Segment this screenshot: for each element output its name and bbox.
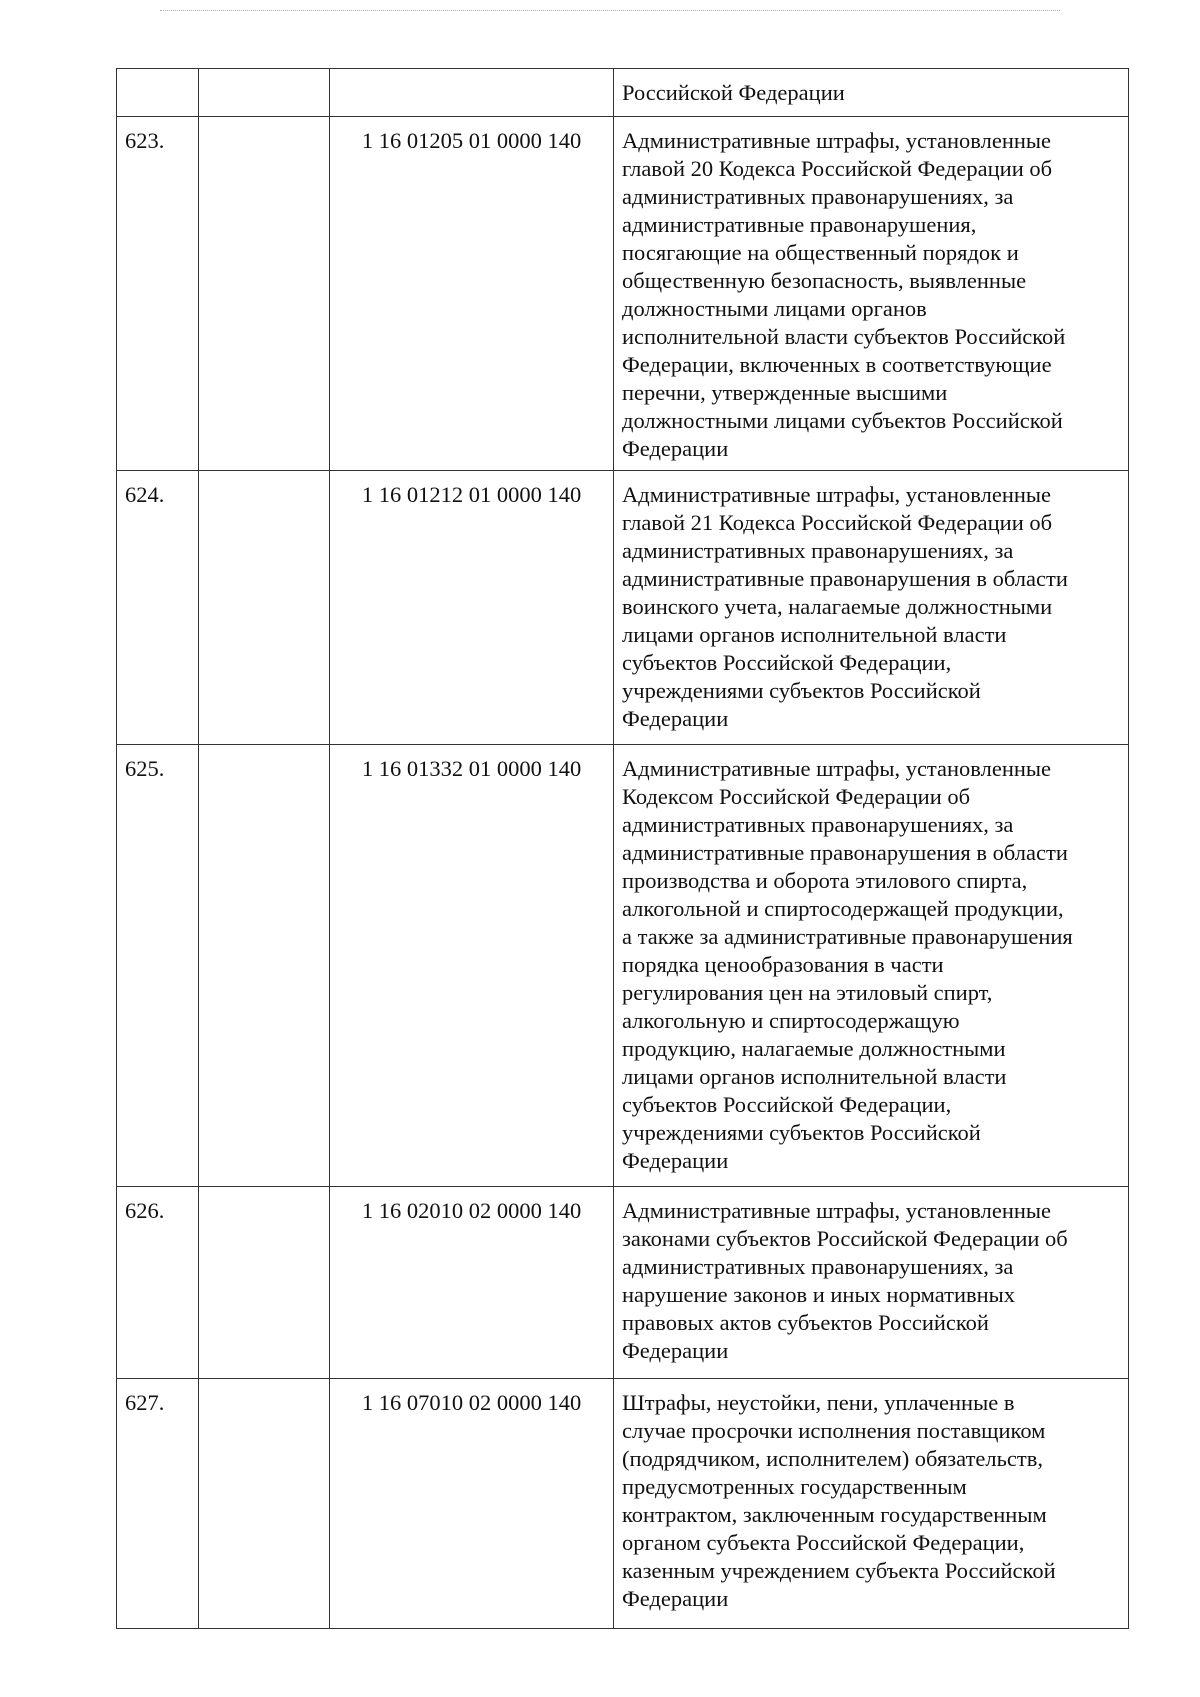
- name-line: случае просрочки исполнения поставщиком: [622, 1418, 1046, 1443]
- name-line: регулирования цен на этиловый спирт,: [622, 980, 993, 1005]
- name-line: посягающие на общественный порядок и: [622, 240, 1019, 265]
- name-line: Федерации: [622, 706, 729, 731]
- income-name-cell: [614, 117, 1129, 471]
- name-line: контрактом, заключенным государственным: [622, 1502, 1047, 1527]
- name-line: административные правонарушения в области: [622, 840, 1068, 865]
- row-number-cell: 624.: [117, 471, 199, 745]
- name-line: Федерации: [622, 1338, 729, 1363]
- administrator-code-cell: [199, 471, 330, 745]
- name-line: Федерации, включенных в соответствующие: [622, 352, 1052, 377]
- income-name-cell: [614, 69, 1129, 117]
- name-line: должностными лицами субъектов Российской: [622, 408, 1063, 433]
- page-top-rule: [160, 10, 1060, 11]
- name-line: учреждениями субъектов Российской: [622, 678, 981, 703]
- name-line: главой 20 Кодекса Российской Федерации об: [622, 156, 1053, 181]
- budget-classification-table: [116, 68, 1129, 1629]
- name-line: (подрядчиком, исполнителем) обязательств,: [622, 1446, 1043, 1471]
- income-name-cell: [614, 1379, 1129, 1629]
- administrator-code-cell: [199, 1187, 330, 1379]
- name-line: Федерации: [622, 1148, 729, 1173]
- table-row: [117, 745, 1129, 1187]
- income-code-cell: 1 16 01332 01 0000 140: [330, 745, 614, 1187]
- administrator-code-cell: [199, 69, 330, 117]
- name-line: административных правонарушениях, за: [622, 184, 1014, 209]
- administrator-code-cell: [199, 1379, 330, 1629]
- name-line: алкогольную и спиртосодержащую: [622, 1008, 960, 1033]
- name-line: исполнительной власти субъектов Российской: [622, 324, 1066, 349]
- name-line: законами субъектов Российской Федерации об: [622, 1226, 1068, 1251]
- administrator-code-cell: [199, 745, 330, 1187]
- name-line: общественную безопасность, выявленные: [622, 268, 1027, 293]
- name-line: Административные штрафы, установленные: [622, 128, 1052, 153]
- name-line: органом субъекта Российской Федерации,: [622, 1530, 1025, 1555]
- name-line: Кодексом Российской Федерации об: [622, 784, 971, 809]
- row-number-cell: [117, 69, 199, 117]
- row-number-cell: 626.: [117, 1187, 199, 1379]
- table-row: [117, 69, 1129, 117]
- name-line: административные правонарушения,: [622, 212, 977, 237]
- table-row: [117, 471, 1129, 745]
- name-line: продукцию, налагаемые должностными: [622, 1036, 1006, 1061]
- name-line: лицами органов исполнительной власти: [622, 622, 1007, 647]
- income-code-cell: [330, 69, 614, 117]
- name-line: предусмотренных государственным: [622, 1474, 967, 1499]
- income-code-cell: 1 16 07010 02 0000 140: [330, 1379, 614, 1629]
- name-line: воинского учета, налагаемые должностными: [622, 594, 1053, 619]
- name-line: Российской Федерации: [622, 80, 845, 105]
- name-line: Административные штрафы, установленные: [622, 756, 1052, 781]
- row-number-cell: 623.: [117, 117, 199, 471]
- name-line: алкогольной и спиртосодержащей продукции,: [622, 896, 1064, 921]
- name-line: Федерации: [622, 436, 729, 461]
- income-name-cell: [614, 1187, 1129, 1379]
- name-line: Федерации: [622, 1586, 729, 1611]
- name-line: нарушение законов и иных нормативных: [622, 1282, 1016, 1307]
- name-line: Штрафы, неустойки, пени, уплаченные в: [622, 1390, 1015, 1415]
- name-line: административные правонарушения в области: [622, 566, 1068, 591]
- income-name-cell: [614, 471, 1129, 745]
- table-row: [117, 117, 1129, 471]
- table-row: [117, 1187, 1129, 1379]
- name-line: административных правонарушениях, за: [622, 812, 1014, 837]
- row-number-cell: 625.: [117, 745, 199, 1187]
- income-name-cell: [614, 745, 1129, 1187]
- income-code-cell: 1 16 02010 02 0000 140: [330, 1187, 614, 1379]
- name-line: перечни, утвержденные высшими: [622, 380, 948, 405]
- name-line: субъектов Российской Федерации,: [622, 650, 952, 675]
- name-line: казенным учреждением субъекта Российской: [622, 1558, 1056, 1583]
- name-line: Административные штрафы, установленные: [622, 482, 1052, 507]
- income-code-cell: 1 16 01205 01 0000 140: [330, 117, 614, 471]
- row-number-cell: 627.: [117, 1379, 199, 1629]
- name-line: Административные штрафы, установленные: [622, 1198, 1052, 1223]
- name-line: должностными лицами органов: [622, 296, 927, 321]
- name-line: лицами органов исполнительной власти: [622, 1064, 1007, 1089]
- name-line: главой 21 Кодекса Российской Федерации об: [622, 510, 1053, 535]
- administrator-code-cell: [199, 117, 330, 471]
- name-line: порядка ценообразования в части: [622, 952, 944, 977]
- name-line: административных правонарушениях, за: [622, 538, 1014, 563]
- name-line: а также за административные правонарушения: [622, 924, 1073, 949]
- income-code-cell: 1 16 01212 01 0000 140: [330, 471, 614, 745]
- name-line: учреждениями субъектов Российской: [622, 1120, 981, 1145]
- name-line: правовых актов субъектов Российской: [622, 1310, 989, 1335]
- name-line: административных правонарушениях, за: [622, 1254, 1014, 1279]
- name-line: субъектов Российской Федерации,: [622, 1092, 952, 1117]
- table-row: [117, 1379, 1129, 1629]
- name-line: производства и оборота этилового спирта,: [622, 868, 1028, 893]
